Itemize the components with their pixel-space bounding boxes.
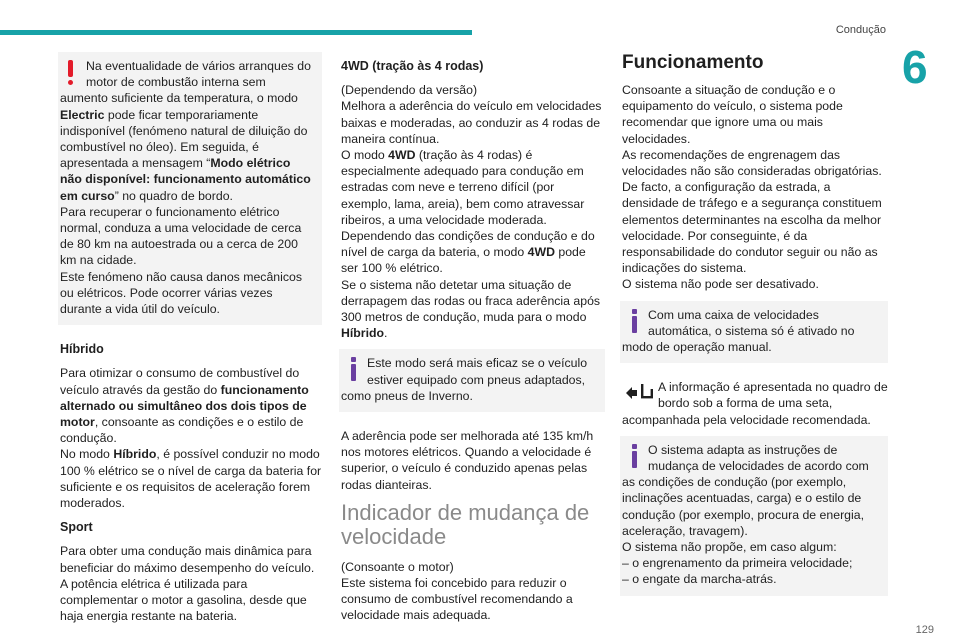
sport-paragraph-2: A potência elétrica é utilizada para complementar o motor a gasolina, desde que haja energia restante na bateria. (60, 576, 307, 624)
gear-indicator-row (622, 379, 888, 428)
gear-shift-arrow-icon (622, 379, 656, 405)
page-number: 129 (915, 624, 934, 636)
column-1 (60, 52, 322, 625)
info-icon (622, 442, 648, 470)
gsi-dep: (Consoante o motor) (341, 559, 454, 574)
operation-p3: O sistema não pode ser desativado. (622, 277, 819, 292)
info-icon (341, 355, 367, 383)
list-item: – o engrenamento da primeira velocidade; (622, 556, 853, 571)
info-text-adapts: O sistema adapta as instruções de mudança de velocidades de acordo com as condições de condução (por exemplo, inclinações acentuadas, carga) e o estilo de condução (por exemplo, procura de energia, aceleração, travagem). (622, 442, 869, 538)
list-item: – o engate da marcha-atrás. (622, 572, 777, 587)
info-icon (622, 307, 648, 335)
info-box-tyres (339, 349, 605, 412)
warning-text-3: Este fenómeno não causa danos mecânicos ou elétricos. Pode ocorrer várias vezes durante a vida útil do veículo. (60, 269, 302, 317)
4wd-dep: (Dependendo da versão) (341, 83, 478, 98)
gear-indicator-text: A informação é apresentada no quadro de bordo sob a forma de uma seta, acompanhada pela velocidade recomendada. (622, 380, 888, 427)
warning-text: Na eventualidade de vários arranques do motor de combustão interna sem aumento suficiente da temperatura, o modo Electric pode ficar temporariamente indisponível (fenómeno natural de diluição do combustível no óleo). Em seguida, é apresentada a mensagem “Modo elétrico não disponível: funcionamento automático em curso” no quadro de bordo. (60, 59, 311, 203)
section-title: Condução (835, 24, 886, 36)
info-text-never: O sistema não propõe, em caso algum: (622, 540, 837, 555)
hybrid-heading: Híbrido (60, 342, 104, 357)
chapter-number: 6 (902, 41, 928, 93)
4wd-p1: Melhora a aderência do veículo em velocidades baixas e moderadas, ao conduzir as 4 rodas de maneira contínua. (341, 99, 602, 146)
column-2 (341, 58, 605, 624)
hybrid-paragraph-2: No modo Híbrido, é possível conduzir no modo 100 % elétrico se o nível de carga da bateria for suficiente e os requisitos de aceleração forem moderados. (60, 447, 322, 511)
4wd-p5: A aderência pode ser melhorada até 135 km/h nos motores elétricos. Quando a velocidade é superior, o veículo é conduzido apenas pelas rodas dianteiras. (341, 429, 594, 492)
warning-box (58, 52, 322, 325)
4wd-p2: O modo 4WD (tração às 4 rodas) é especialmente adequado para condução em estradas com neve e terreno difícil (por exemplo, lama, areia), bem como atravessar ribeiros, a uma velocidade moderada. (341, 148, 585, 227)
operation-p1: Consoante a situação de condução e o equipamento do veículo, o sistema pode recomendar que ignore uma ou mais velocidades. (622, 83, 843, 146)
gsi-intro: Este sistema foi concebido para reduzir o consumo de combustível recomendando a velocidade mais adequada. (341, 576, 573, 623)
warning-icon (60, 58, 86, 86)
4wd-heading: 4WD (tração às 4 rodas) (341, 59, 484, 73)
operation-p2: As recomendações de engrenagem das velocidades não são consideradas obrigatórias. De facto, a configuração da estrada, a densidade de tráfego e a segurança constituem elementos determinantes na escolha da melhor velocidade. Por conseguinte, é da responsabilidade do condutor seguir ou não as indicações do sistema. (622, 147, 882, 276)
operation-heading: Funcionamento (622, 52, 764, 73)
info-text: Este modo será mais eficaz se o veículo estiver equipado com pneus adaptados, como pneus de Inverno. (341, 356, 588, 403)
header-accent-bar (0, 30, 472, 35)
info-box-automatic (620, 301, 888, 364)
info-text-automatic: Com uma caixa de velocidades automática, o sistema só é ativado no modo de operação manual. (622, 307, 855, 355)
info-box-adapts (620, 436, 888, 596)
warning-text-2: Para recuperar o funcionamento elétrico normal, conduza a uma velocidade de cerca de 80 km na autoestrada ou a cerca de 200 km na cidade. (60, 204, 302, 268)
gear-shift-indicator-title: Indicador de mudança de velocidade (341, 499, 590, 549)
4wd-p3: Dependendo das condições de condução e do nível de carga da bateria, o modo 4WD pode ser 100 % elétrico. (341, 229, 595, 276)
sport-heading: Sport (60, 520, 93, 535)
hybrid-paragraph: Para otimizar o consumo de combustível do veículo através da gestão do funcionamento alternado ou simultâneo dos dois tipos de motor, consoante as condições e o estilo de condução. (60, 366, 309, 446)
column-3 (622, 52, 888, 612)
4wd-p4: Se o sistema não detetar uma situação de derrapagem das rodas ou fraca aderência após 300 metros de condução, muda para o modo Híbrido. (341, 277, 601, 341)
sport-paragraph: Para obter uma condução mais dinâmica para beneficiar do máximo desempenho do veículo. (60, 544, 315, 575)
